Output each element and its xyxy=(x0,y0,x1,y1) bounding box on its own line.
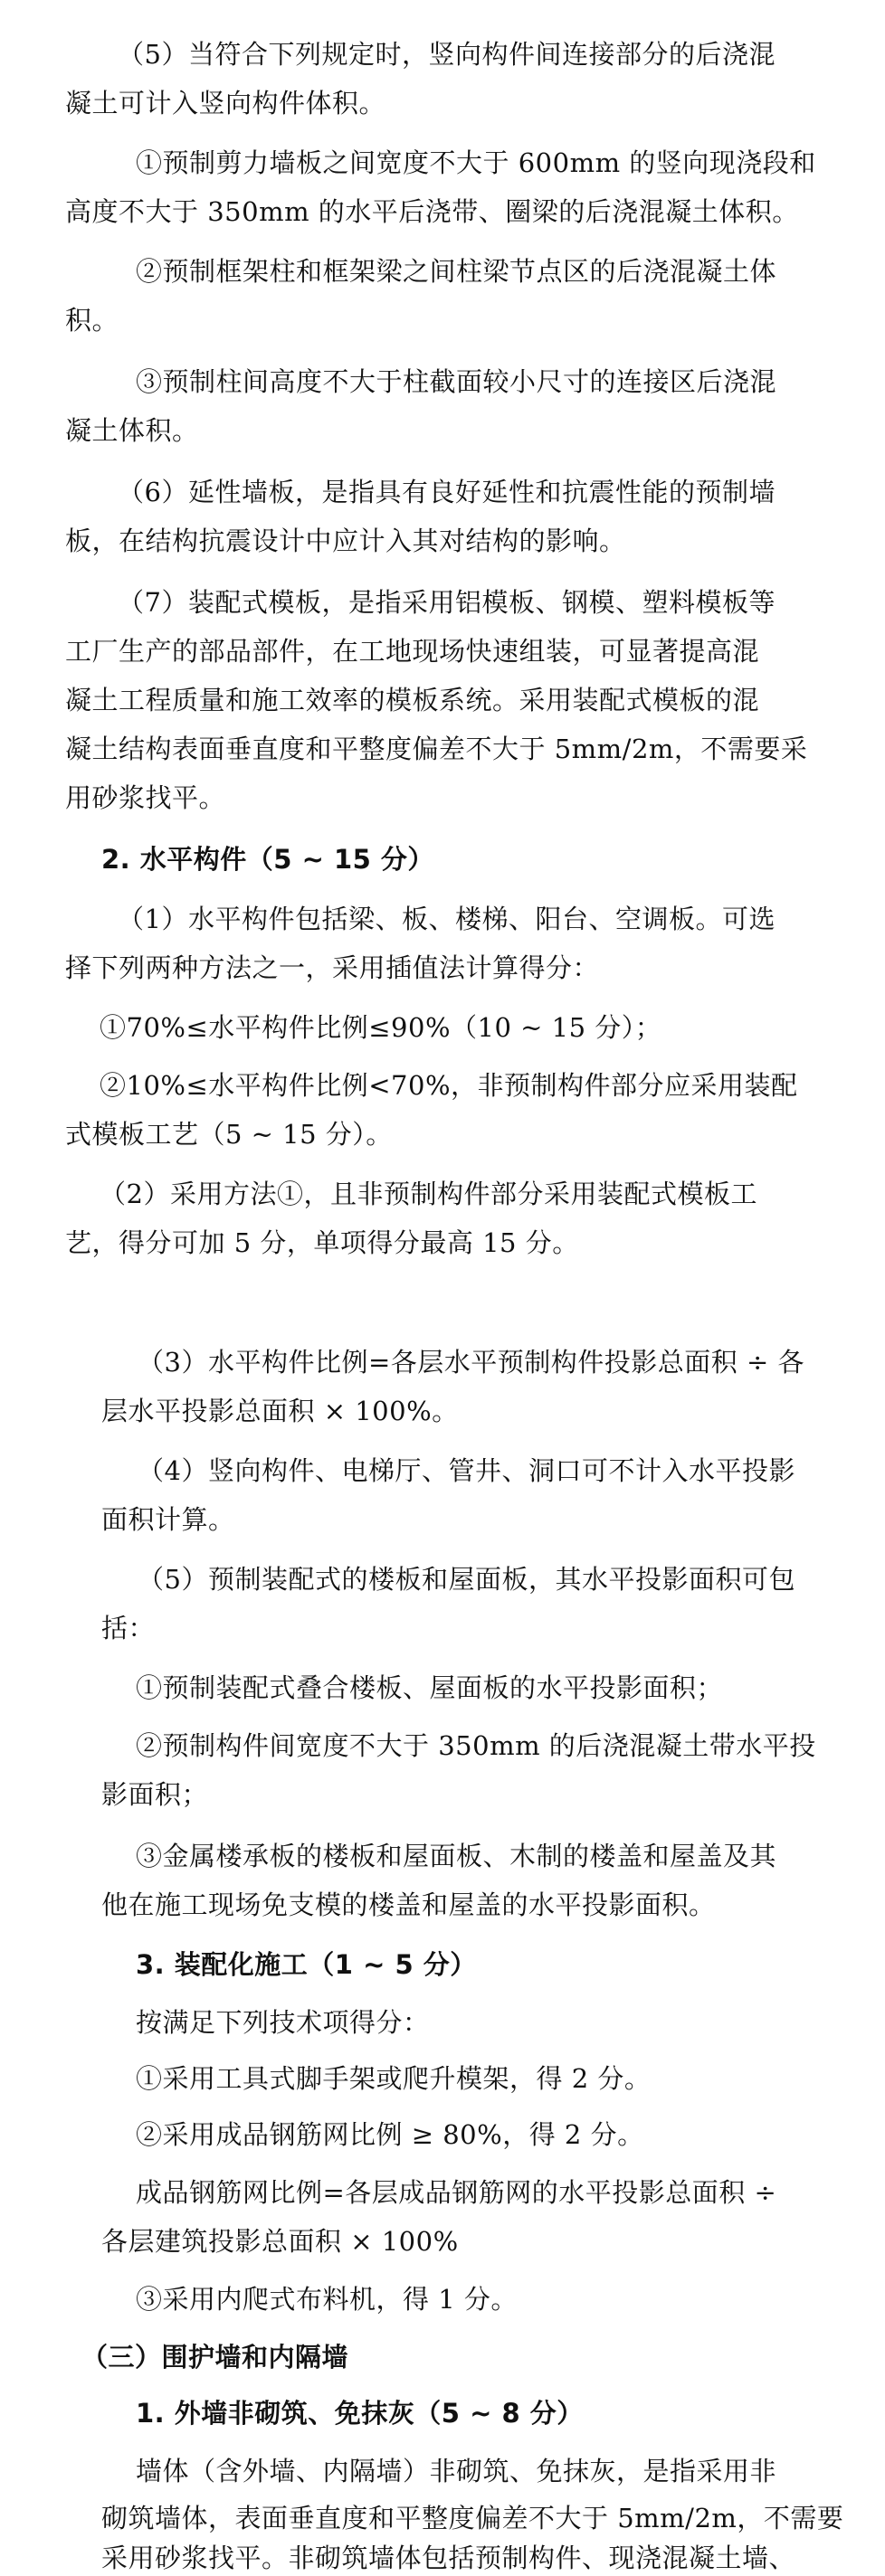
text-line: 墙体（含外墙、内隔墙）非砌筑、免抹灰，是指采用非 xyxy=(136,2456,777,2486)
text-line: 成品钢筋网比例=各层成品钢筋网的水平投影总面积 ÷ xyxy=(136,2177,777,2208)
text-line: （4）竖向构件、电梯厅、管井、洞口可不计入水平投影 xyxy=(138,1455,795,1486)
text-line: （2）采用方法①，且非预制构件部分采用装配式模板工 xyxy=(100,1179,757,1209)
text-line: 高度不大于 350mm 的水平后浇带、圈梁的后浇混凝土体积。 xyxy=(65,196,799,227)
section-heading: （三）围护墙和内隔墙 xyxy=(81,2342,349,2372)
section-heading: 2. 水平构件（5 ~ 15 分） xyxy=(101,844,434,875)
text-line: 积。 xyxy=(65,305,119,336)
section-heading: 3. 装配化施工（1 ~ 5 分） xyxy=(136,1949,477,1980)
text-line: ②预制框架柱和框架梁之间柱梁节点区的后浇混凝土体 xyxy=(136,256,777,287)
text-line: 他在施工现场免支模的楼盖和屋盖的水平投影面积。 xyxy=(101,1889,716,1920)
text-line: ③采用内爬式布料机，得 1 分。 xyxy=(136,2284,518,2315)
text-line: ③金属楼承板的楼板和屋面板、木制的楼盖和屋盖及其 xyxy=(136,1841,777,1871)
text-line: 艺，得分可加 5 分，单项得分最高 15 分。 xyxy=(65,1227,579,1258)
text-line: ①预制装配式叠合楼板、屋面板的水平投影面积； xyxy=(136,1672,724,1703)
text-line: 砌筑墙体，表面垂直度和平整度偏差不大于 5mm/2m，不需要 xyxy=(101,2503,844,2533)
text-line: ③预制柱间高度不大于柱截面较小尺寸的连接区后浇混 xyxy=(136,366,777,397)
text-line: 括： xyxy=(101,1613,156,1643)
text-line: （1）水平构件包括梁、板、楼梯、阳台、空调板。可选 xyxy=(118,904,776,934)
text-line: ②10%≤水平构件比例<70%，非预制构件部分应采用装配 xyxy=(100,1070,798,1101)
text-line: 凝土工程质量和施工效率的模板系统。采用装配式模板的混 xyxy=(65,685,760,715)
text-line: （6）延性墙板，是指具有良好延性和抗震性能的预制墙 xyxy=(118,477,776,507)
text-line: 按满足下列技术项得分： xyxy=(136,2007,430,2038)
text-line: 层水平投影总面积 × 100%。 xyxy=(101,1396,459,1426)
text-line: 凝土结构表面垂直度和平整度偏差不大于 5mm/2m，不需要采 xyxy=(65,734,808,764)
text-line: 凝土体积。 xyxy=(65,415,199,446)
text-line: 各层建筑投影总面积 × 100% xyxy=(101,2226,459,2257)
text-line: ②采用成品钢筋网比例 ≥ 80%，得 2 分。 xyxy=(136,2119,644,2150)
text-line: 择下列两种方法之一，采用插值法计算得分： xyxy=(65,952,600,983)
text-line: 式模板工艺（5 ~ 15 分）。 xyxy=(65,1119,393,1150)
text-line: ①70%≤水平构件比例≤90%（10 ~ 15 分）； xyxy=(100,1012,662,1043)
text-line: ①采用工具式脚手架或爬升模架，得 2 分。 xyxy=(136,2063,652,2094)
text-line: 用砂浆找平。 xyxy=(65,782,226,813)
text-line: （5）当符合下列规定时，竖向构件间连接部分的后浇混 xyxy=(118,39,776,70)
text-line: ②预制构件间宽度不大于 350mm 的后浇混凝土带水平投 xyxy=(136,1730,816,1761)
text-line: 采用砂浆找平。非砌筑墙体包括预制构件、现浇混凝土墙、 xyxy=(101,2543,796,2573)
text-line: 板，在结构抗震设计中应计入其对结构的影响。 xyxy=(65,526,626,556)
text-line: ①预制剪力墙板之间宽度不大于 600mm 的竖向现浇段和 xyxy=(136,147,816,178)
section-heading: 1. 外墙非砌筑、免抹灰（5 ~ 8 分） xyxy=(136,2398,584,2429)
text-line: 凝土可计入竖向构件体积。 xyxy=(65,88,386,118)
text-line: （5）预制装配式的楼板和屋面板，其水平投影面积可包 xyxy=(138,1564,795,1595)
text-line: 面积计算。 xyxy=(101,1504,235,1535)
text-line: （3）水平构件比例=各层水平预制构件投影总面积 ÷ 各 xyxy=(138,1347,804,1378)
text-line: 影面积； xyxy=(101,1779,209,1810)
text-line: 工厂生产的部品部件，在工地现场快速组装，可显著提高混 xyxy=(65,636,760,667)
text-line: （7）装配式模板，是指采用铝模板、钢模、塑料模板等 xyxy=(118,587,776,618)
